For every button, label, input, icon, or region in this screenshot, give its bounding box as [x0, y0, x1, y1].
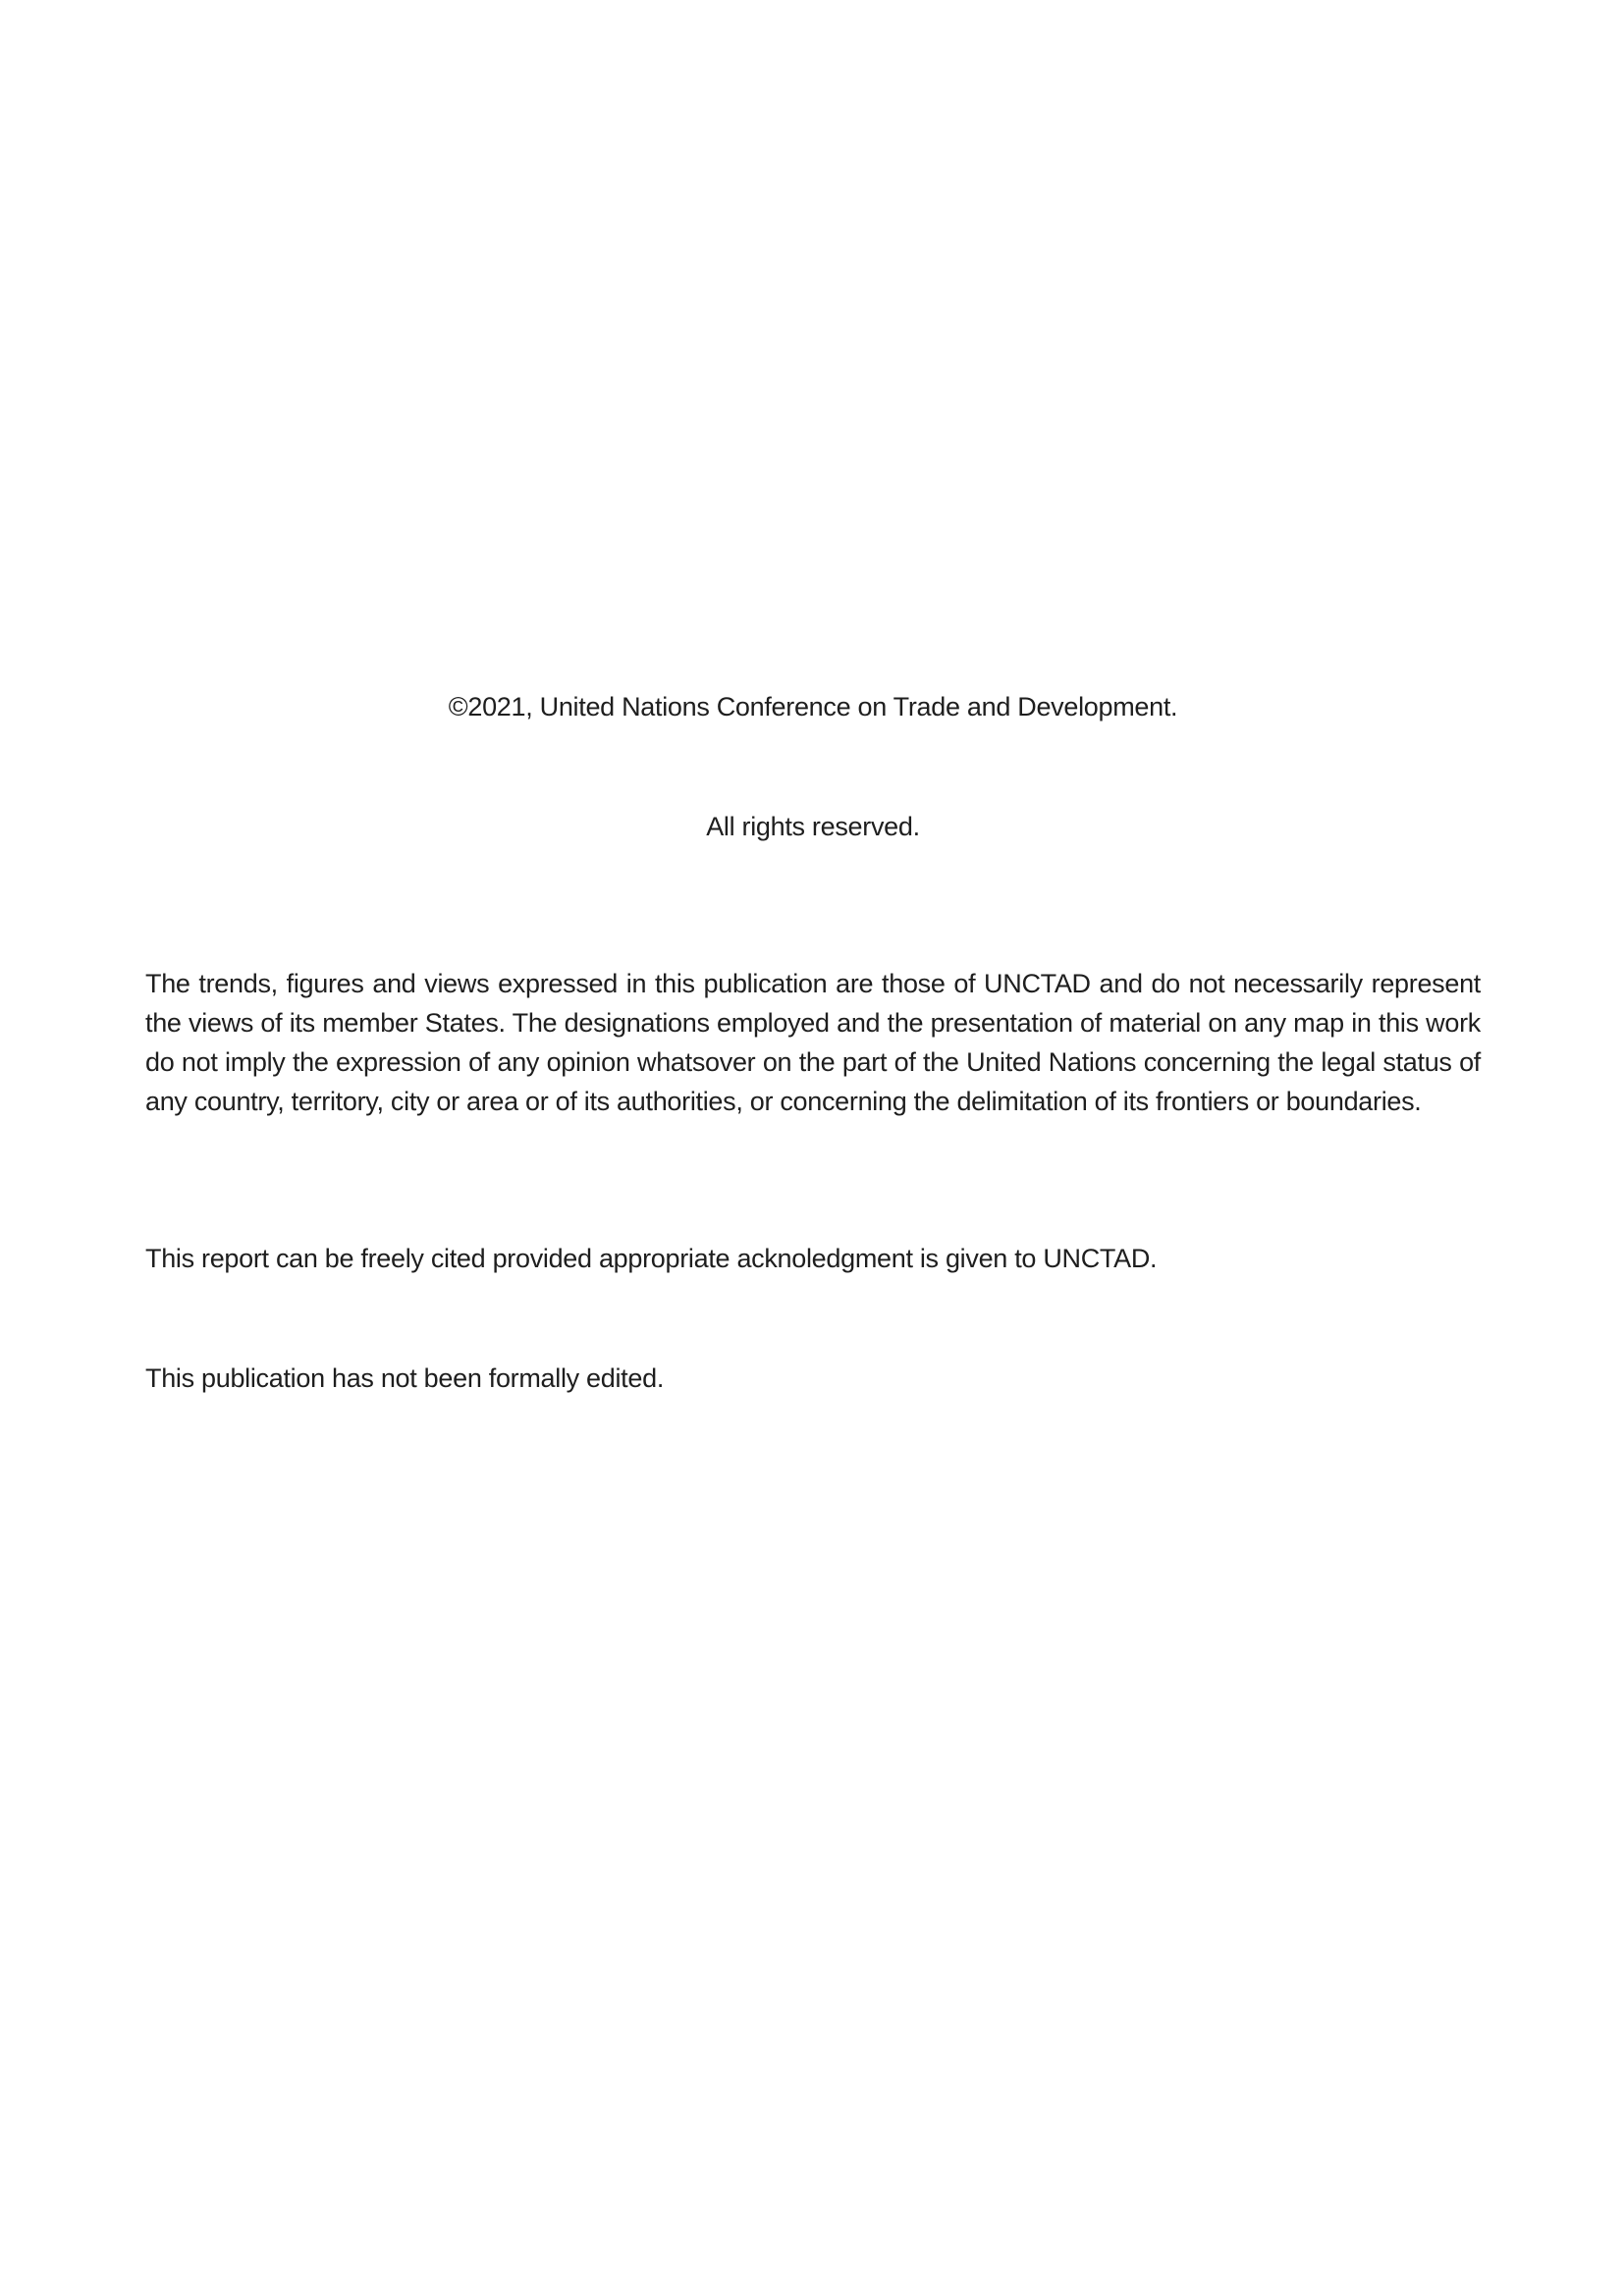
rights-reserved-line: All rights reserved. — [706, 812, 920, 841]
copyright-line: ©2021, United Nations Conference on Trade and Development. — [448, 692, 1178, 721]
citation-line: This report can be freely cited provided appropriate acknoledgment is given to UNCTAD. — [145, 1244, 1158, 1273]
disclaimer-paragraph: The trends, figures and views expressed in this publication are those of UNCTAD and do not necessarily represent the views of its member States. The designations employed and the presentation of material on any map in this work do not imply the expression of any opinion whatsover on the part of the United Nations concerning the legal status of any country, territory, city or area or of its authorities, or concerning the delimitation of its frontiers or boundaries. — [145, 969, 1481, 1116]
edited-note: This publication has not been formally edited. — [145, 1363, 665, 1393]
